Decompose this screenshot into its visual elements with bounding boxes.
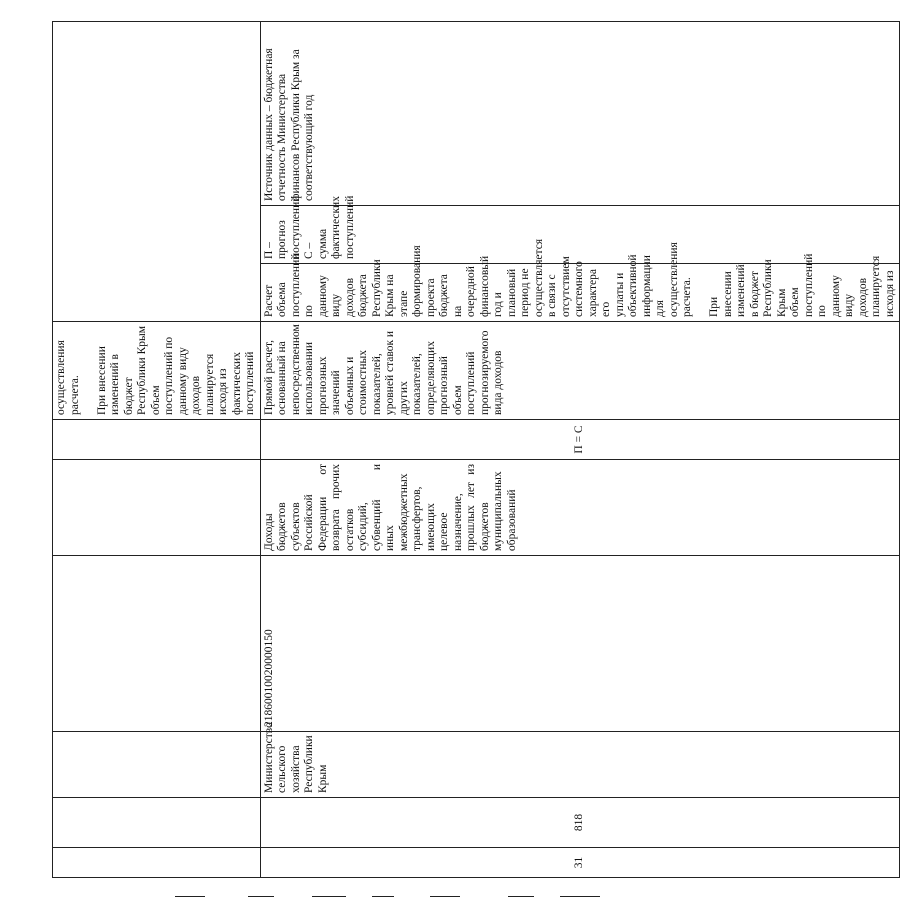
cell-empty [53,460,261,556]
kbk-code: 21860010020000150 [262,629,275,727]
scan-mark [248,896,274,897]
method-type: Прямой расчет, основанный на непосредственном использовании прогнозных значений объемных и стоимостных показателей, уровней ставок и других показателей, определяющих прогнозный объем поступлений прогнозируемого вида доходов [260,322,900,420]
cell-method-continuation: осуществления расчета. При внесении изменений в бюджет Республики Крым объем поступлений по данному виду доходов планируется исходя из фактических поступлений [53,322,261,420]
rotated-table-container [52,22,896,878]
data-source: Источник данных – бюджетная отчетность Министерства финансов Республики Крым за соответствующий год [260,22,900,206]
formula: П = С [260,420,900,460]
cell-empty [53,22,261,322]
scan-mark [312,896,346,897]
cell-empty [53,732,261,798]
income-name: Доходы бюджетов субъектов Российской Федерации от возврата прочих остатков субсидий, субвенций и иных межбюджетных трансфертов, имеющих целевое назначение, прошлых лет из бюджетов муниципальных образований [260,460,900,556]
cell-empty [53,420,261,460]
scan-mark [560,896,600,897]
table-row-continuation [53,22,261,878]
admin-name: Министерство сельского хозяйства Республики Крым [260,732,900,798]
cell-empty [53,798,261,848]
scan-mark [175,896,205,897]
cell-empty [53,556,261,732]
income-forecast-table [52,21,900,878]
scan-mark [508,896,534,897]
scan-mark [372,896,394,897]
indicators: П – прогноз поступлений С – сумма фактических поступлений [260,206,900,264]
admin-code: 818 [260,798,900,848]
algorithm: Расчет объема поступлений по данному виду доходов бюджета Республики Крым на этапе формирования проекта бюджета на очередной финансовый год и плановый период не осуществляется в связи с отсутствием системного характера его уплаты и объективной информации для осуществления расчета. При внесении изменений в бюджет Республики Крым объем поступлений по данному виду доходов планируется исходя из [260,264,900,322]
table-row-31 [260,22,900,878]
row-number: 31 [260,848,900,878]
kbk-and-name [260,556,900,732]
cell-empty [53,848,261,878]
scan-mark [430,896,460,897]
